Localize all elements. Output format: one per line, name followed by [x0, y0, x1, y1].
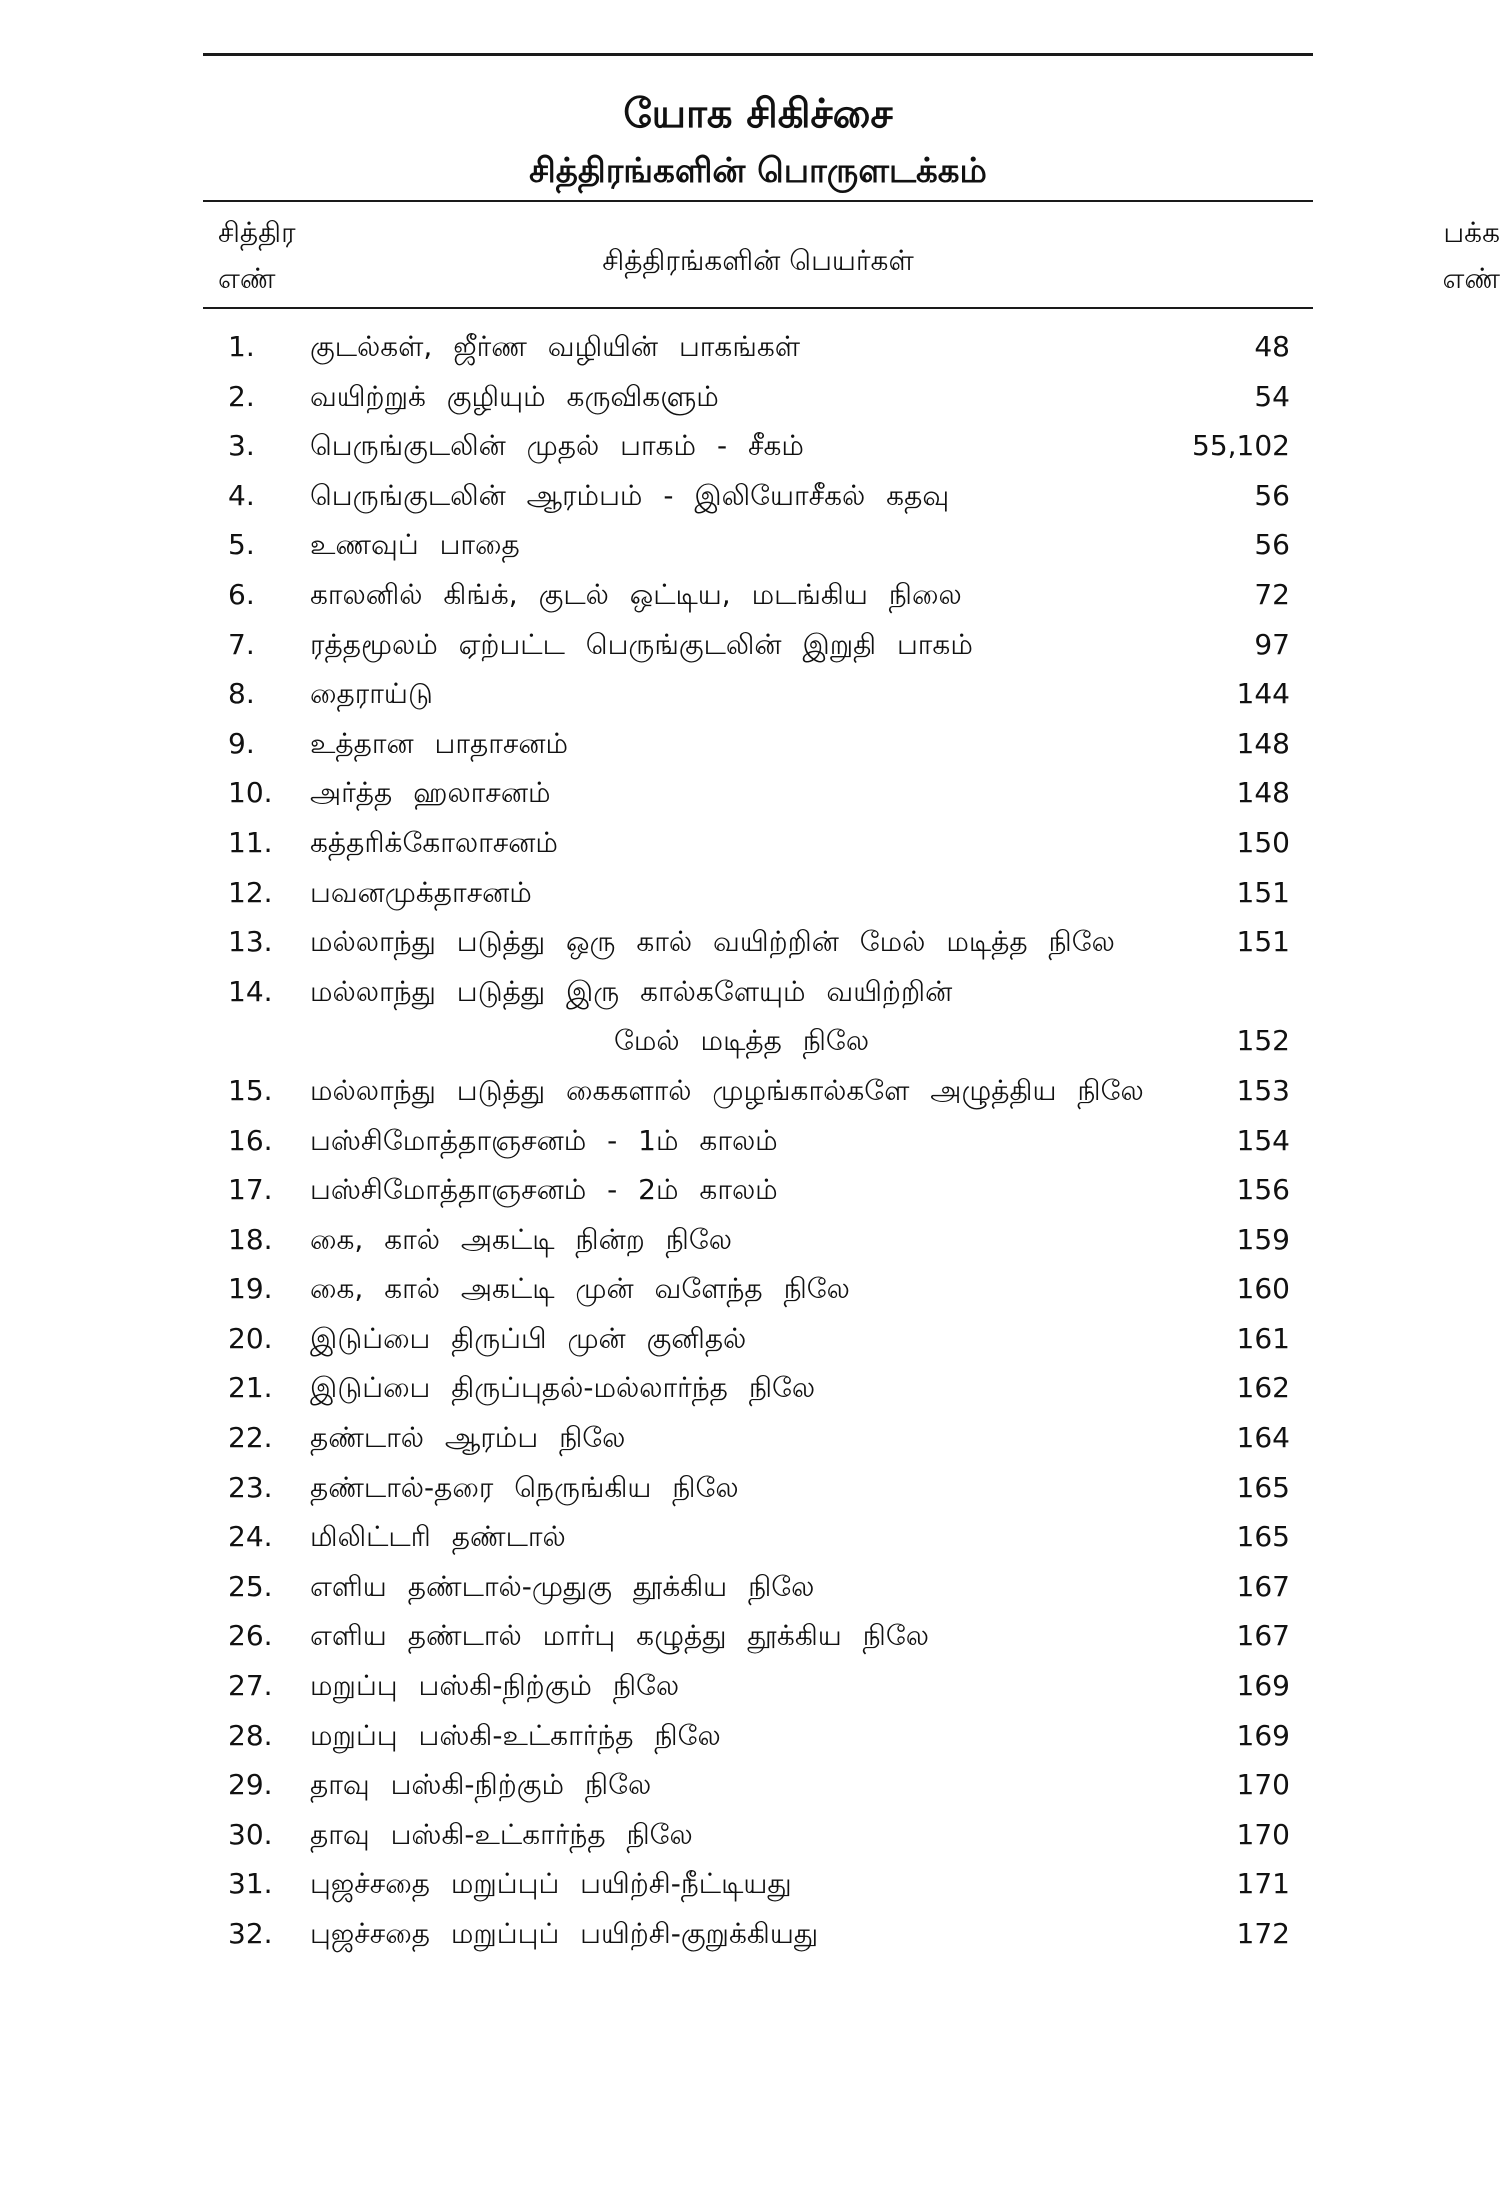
- entry-page-number: 164: [1236, 1421, 1290, 1455]
- entry-title: கத்தரிக்கோலாசனம்: [310, 825, 558, 859]
- list-item: [0, 1215, 1500, 1265]
- entry-page-number: 151: [1236, 875, 1290, 909]
- entry-page-number: 167: [1236, 1619, 1290, 1653]
- top-rule: [203, 53, 1313, 56]
- entry-title: மல்லாந்து படுத்து ஒரு கால் வயிற்றின் மேல் மடித்த நிலே: [310, 925, 1115, 959]
- entry-number: 17.: [228, 1173, 273, 1207]
- entry-title: எளிய தண்டால் மார்பு கழுத்து தூக்கிய நிலே: [310, 1619, 929, 1653]
- entry-number: 1.: [228, 330, 255, 363]
- entry-page-number: 72: [1254, 577, 1290, 611]
- list-item: [0, 1463, 1500, 1513]
- entry-title: தண்டால் ஆரம்ப நிலே: [310, 1421, 626, 1455]
- entry-page-number: 169: [1236, 1669, 1290, 1703]
- entry-page-number: 152: [1236, 1024, 1290, 1058]
- entry-number: 24.: [228, 1520, 273, 1554]
- header-bottom-rule: [203, 307, 1313, 309]
- entry-number: 8.: [228, 677, 255, 711]
- list-item: [0, 421, 1500, 471]
- entry-page-number: 154: [1236, 1123, 1290, 1157]
- entry-title: இடுப்பை திருப்புதல்-மல்லார்ந்த நிலே: [310, 1371, 816, 1405]
- entry-number: 16.: [228, 1123, 273, 1157]
- list-item: [0, 322, 1500, 372]
- entry-title: மல்லாந்து படுத்து கைகளால் முழங்கால்களே அழுத்திய நிலே: [310, 1073, 1144, 1107]
- entry-page-number: 151: [1236, 925, 1290, 959]
- entry-page-number: 170: [1236, 1817, 1290, 1851]
- entry-title: பெருங்குடலின் ஆரம்பம் - இலியோசீகல் கதவு: [310, 478, 950, 512]
- entry-page-number: 144: [1236, 677, 1290, 711]
- list-item: [0, 570, 1500, 620]
- entry-number: 9.: [228, 726, 255, 760]
- list-item: [0, 1264, 1500, 1314]
- entry-number: 11.: [228, 825, 273, 859]
- entry-title: பெருங்குடலின் முதல் பாகம் - சீகம்: [310, 429, 804, 463]
- entry-page-number: 97: [1254, 627, 1290, 661]
- entry-page-number: 161: [1236, 1321, 1290, 1355]
- column-header-page-line-2: எண்: [1442, 262, 1500, 295]
- entry-number: 4.: [228, 478, 255, 512]
- entry-number: 29.: [228, 1768, 273, 1802]
- entry-number: 26.: [228, 1619, 273, 1653]
- entry-page-number: 160: [1236, 1272, 1290, 1306]
- entry-page-number: 170: [1236, 1768, 1290, 1802]
- entry-number: 6.: [228, 577, 255, 611]
- entry-title: தண்டால்-தரை நெருங்கிய நிலே: [310, 1470, 739, 1504]
- entry-title: தாவு பஸ்கி-நிற்கும் நிலே: [310, 1768, 652, 1802]
- list-item: [0, 868, 1500, 918]
- entry-page-number: 172: [1236, 1917, 1290, 1950]
- list-item: [0, 768, 1500, 818]
- entry-title: மறுப்பு பஸ்கி-நிற்கும் நிலே: [310, 1669, 680, 1703]
- list-item: [0, 1413, 1500, 1463]
- entry-title: காலனில் கிங்க், குடல் ஒட்டிய, மடங்கிய நிலை: [310, 577, 962, 611]
- list-item: [0, 1661, 1500, 1711]
- list-item: [0, 719, 1500, 769]
- entry-number: 23.: [228, 1470, 273, 1504]
- entry-number: 18.: [228, 1222, 273, 1256]
- entry-page-number: 55,102: [1192, 429, 1290, 463]
- entry-page-number: 148: [1236, 776, 1290, 810]
- list-item: [0, 1562, 1500, 1612]
- entry-title: எளிய தண்டால்-முதுகு தூக்கிய நிலே: [310, 1569, 815, 1603]
- entry-number: 30.: [228, 1817, 273, 1851]
- entry-number: 28.: [228, 1718, 273, 1752]
- entry-title: பஸ்சிமோத்தாஞசனம் - 2ம் காலம்: [310, 1173, 778, 1207]
- list-item: [0, 1859, 1500, 1909]
- entry-number: 21.: [228, 1371, 273, 1405]
- list-item: [0, 1611, 1500, 1661]
- entry-number: 14.: [228, 974, 273, 1008]
- entry-page-number: 165: [1236, 1470, 1290, 1504]
- list-item: [0, 1314, 1500, 1364]
- column-header-number-line-2: எண்: [218, 262, 276, 295]
- entry-number: 20.: [228, 1321, 273, 1355]
- entry-number: 32.: [228, 1917, 273, 1950]
- list-item: [0, 1116, 1500, 1166]
- entry-title: அர்த்த ஹலாசனம்: [310, 776, 551, 810]
- list-item: [0, 520, 1500, 570]
- entry-title: புஜச்சதை மறுப்புப் பயிற்சி-குறுக்கியது: [310, 1917, 819, 1950]
- entry-title: புஜச்சதை மறுப்புப் பயிற்சி-நீட்டியது: [310, 1867, 792, 1901]
- entry-page-number: 54: [1254, 379, 1290, 413]
- entry-number: 7.: [228, 627, 255, 661]
- page-title: யோக சிகிச்சை: [623, 91, 893, 137]
- entry-page-number: 56: [1254, 478, 1290, 512]
- page-subtitle: சித்திரங்களின் பொருளடக்கம்: [529, 151, 987, 191]
- entry-number: 27.: [228, 1669, 273, 1703]
- list-item: [0, 1810, 1500, 1860]
- entry-number: 31.: [228, 1867, 273, 1901]
- entry-page-number: 167: [1236, 1569, 1290, 1603]
- entry-page-number: 171: [1236, 1867, 1290, 1901]
- entry-title-continued: மேல் மடித்த நிலே: [614, 1024, 870, 1058]
- list-item: [0, 372, 1500, 422]
- list-item: [0, 1165, 1500, 1215]
- header-top-rule: [203, 200, 1313, 202]
- entry-number: 25.: [228, 1569, 273, 1603]
- list-item: [0, 471, 1500, 521]
- entry-number: 3.: [228, 429, 255, 463]
- entry-title: உத்தான பாதாசனம்: [310, 726, 569, 760]
- entry-page-number: 56: [1254, 528, 1290, 562]
- entry-page-number: 150: [1236, 825, 1290, 859]
- contents-list: [0, 322, 1500, 1959]
- entry-number: 22.: [228, 1421, 273, 1455]
- entry-title: குடல்கள், ஜீர்ண வழியின் பாகங்கள்: [310, 330, 801, 363]
- entry-title: பவனமுக்தாசனம்: [310, 875, 532, 909]
- entry-page-number: 148: [1236, 726, 1290, 760]
- list-item: [0, 669, 1500, 719]
- entry-title: ரத்தமூலம் ஏற்பட்ட பெருங்குடலின் இறுதி பாகம்: [310, 627, 973, 661]
- entry-page-number: 153: [1236, 1073, 1290, 1107]
- entry-page-number: 169: [1236, 1718, 1290, 1752]
- column-header-name: சித்திரங்களின் பெயர்கள்: [602, 244, 914, 277]
- entry-number: 12.: [228, 875, 273, 909]
- entry-title: தைராய்டு: [310, 677, 433, 711]
- entry-number: 5.: [228, 528, 255, 562]
- entry-number: 2.: [228, 379, 255, 413]
- list-item: [0, 967, 1500, 1066]
- entry-title: மல்லாந்து படுத்து இரு கால்களேயும் வயிற்றின்: [310, 974, 953, 1008]
- entry-title: வயிற்றுக் குழியும் கருவிகளும்: [310, 379, 719, 413]
- entry-number: 10.: [228, 776, 273, 810]
- entry-page-number: 48: [1254, 330, 1290, 363]
- list-item: [0, 917, 1500, 967]
- entry-page-number: 156: [1236, 1173, 1290, 1207]
- entry-title: மறுப்பு பஸ்கி-உட்கார்ந்த நிலே: [310, 1718, 721, 1752]
- entry-page-number: 165: [1236, 1520, 1290, 1554]
- column-header-page-line-1: பக்க: [1443, 216, 1500, 249]
- list-item: [0, 1512, 1500, 1562]
- column-header-number-line-1: சித்திர: [218, 216, 296, 249]
- list-item: [0, 1711, 1500, 1761]
- list-item: [0, 1909, 1500, 1959]
- entry-title: கை, கால் அகட்டி நின்ற நிலே: [310, 1222, 732, 1256]
- entry-title: மிலிட்டரி தண்டால்: [310, 1520, 566, 1554]
- list-item: [0, 1066, 1500, 1116]
- list-item: [0, 1363, 1500, 1413]
- entry-title: தாவு பஸ்கி-உட்கார்ந்த நிலே: [310, 1817, 693, 1851]
- entry-page-number: 159: [1236, 1222, 1290, 1256]
- list-item: [0, 620, 1500, 670]
- entry-number: 15.: [228, 1073, 273, 1107]
- entry-page-number: 162: [1236, 1371, 1290, 1405]
- entry-title: பஸ்சிமோத்தாஞசனம் - 1ம் காலம்: [310, 1123, 778, 1157]
- list-item: [0, 818, 1500, 868]
- entry-title: உணவுப் பாதை: [310, 528, 520, 562]
- entry-title: கை, கால் அகட்டி முன் வளேந்த நிலே: [310, 1272, 850, 1306]
- entry-title: இடுப்பை திருப்பி முன் குனிதல்: [310, 1321, 747, 1355]
- entry-number: 19.: [228, 1272, 273, 1306]
- list-item: [0, 1760, 1500, 1810]
- entry-number: 13.: [228, 925, 273, 959]
